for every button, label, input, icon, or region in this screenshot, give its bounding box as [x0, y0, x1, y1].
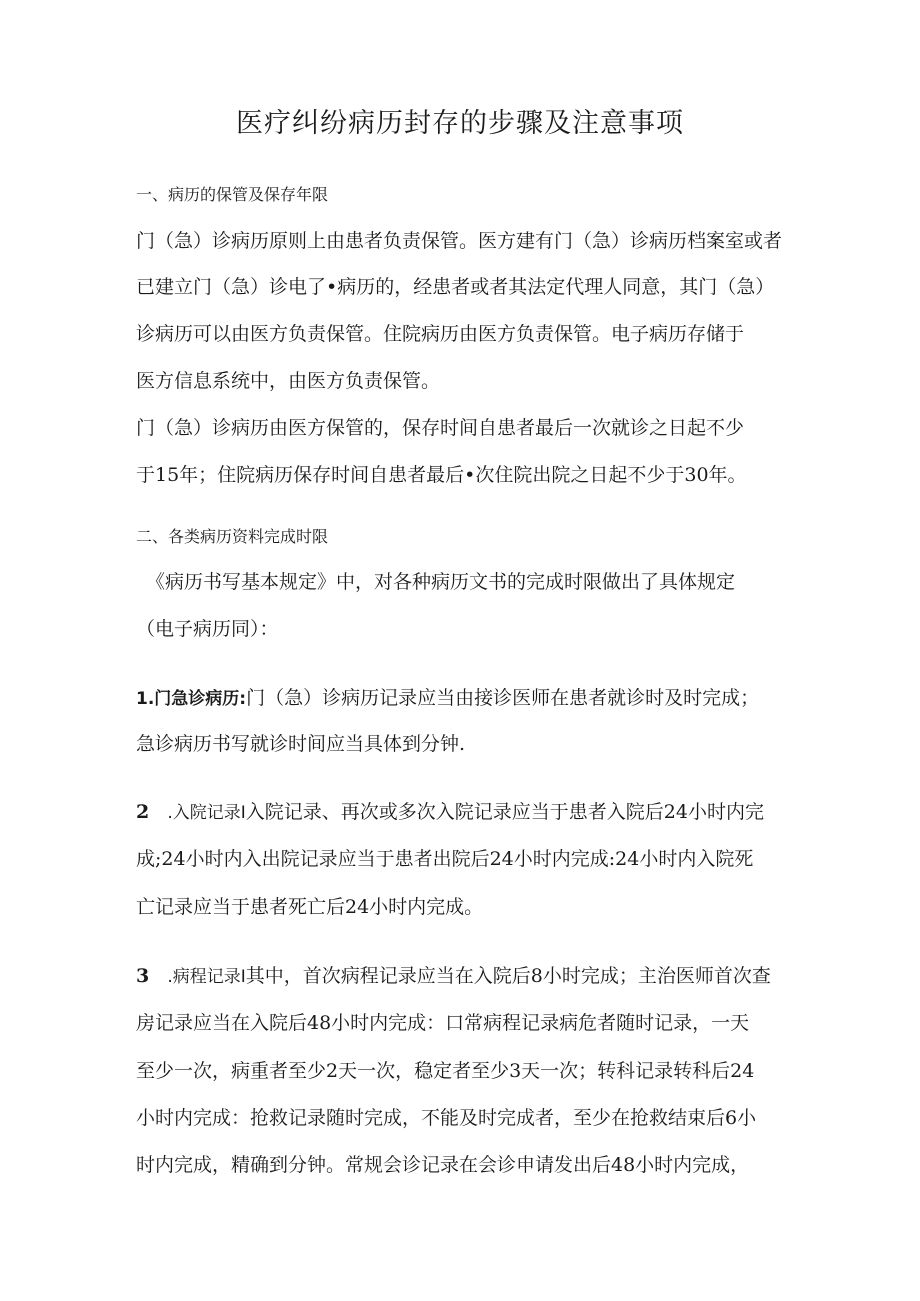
section1-line-2: 已建立门（急）诊电了•病历的，经患者或者其法定代理人同意，其门（急）: [136, 276, 775, 298]
item2-number: 2: [136, 801, 150, 823]
section1-line-3: 诊病历可以由医方负责保管。住院病历由医方负责保管。电子病历存储于: [136, 323, 745, 345]
item1-line-1: [136, 684, 786, 713]
section1-heading: 一、病历的保管及保存年限: [136, 185, 329, 204]
section2-intro-line-2: （电子病历同）：: [136, 618, 279, 640]
item1-text-1: 门（急）诊病历记录应当由接诊医师在患者就诊时及时完成；: [246, 687, 760, 709]
section1-line-4: 医方信息系统中，由医方负责保管。: [136, 370, 441, 392]
item3-line-1: [136, 962, 786, 991]
document-title: 医疗纠纷病历封存的步骤及注意事项: [236, 108, 684, 139]
item3-number: 3: [136, 965, 150, 987]
item2-line-2: 成;24小时内入出院记录应当于患者出院后24小时内完成:24小时内入院死: [136, 848, 754, 870]
section1-line-5: 门（急）诊病历由医方保管的，保存时间自患者最后一次就诊之日起不少: [136, 417, 745, 439]
item3-line-5: 时内完成，精确到分钟。常规会诊记录在会诊申请发出后48小时内完成，: [136, 1154, 750, 1176]
section1-line-6: 于15年；住院病历保存时间自患者最后•次住院出院之日起不少于30年。: [136, 464, 747, 486]
item1-lead: 1.门急诊病历:: [136, 689, 247, 709]
item2-text-1: 入院记录、再次或多次入院记录应当于患者入院后24小时内完: [245, 801, 764, 823]
section1-line-1: 门（急）诊病历原则上由患者负责保管。医方建有门（急）诊病历档案室或者: [136, 230, 783, 252]
section2-heading: 二、各类病历资料完成时限: [136, 527, 329, 546]
item3-line-4: 小时内完成：抢救记录随时完成，不能及时完成者，至少在抢救结束后6小: [136, 1107, 757, 1129]
item3-text-1: 其中，首次病程记录应当在入院后8小时完成；主治医师首次查: [245, 965, 771, 987]
item3-line-2: 房记录应当在入院后48小时内完成：口常病程记录病危者随时记录，一天: [136, 1012, 750, 1034]
item2-line-1: [136, 798, 786, 827]
section2-intro-line-1: 《病历书写基本规定》中，对各种病历文书的完成时限做出了具体规定: [146, 571, 736, 593]
item3-line-3: 至少一次，病重者至少2天一次，稳定者至少3天一次；转科记录转科后24: [136, 1060, 755, 1082]
item1-line-2: 急诊病历书写就诊时间应当具体到分钟.: [136, 733, 466, 755]
item2-line-3: 亡记录应当于患者死亡后24小时内完成。: [136, 896, 484, 918]
item3-lead: .病程记录I: [167, 967, 246, 987]
item2-lead: .入院记录I: [167, 803, 246, 823]
